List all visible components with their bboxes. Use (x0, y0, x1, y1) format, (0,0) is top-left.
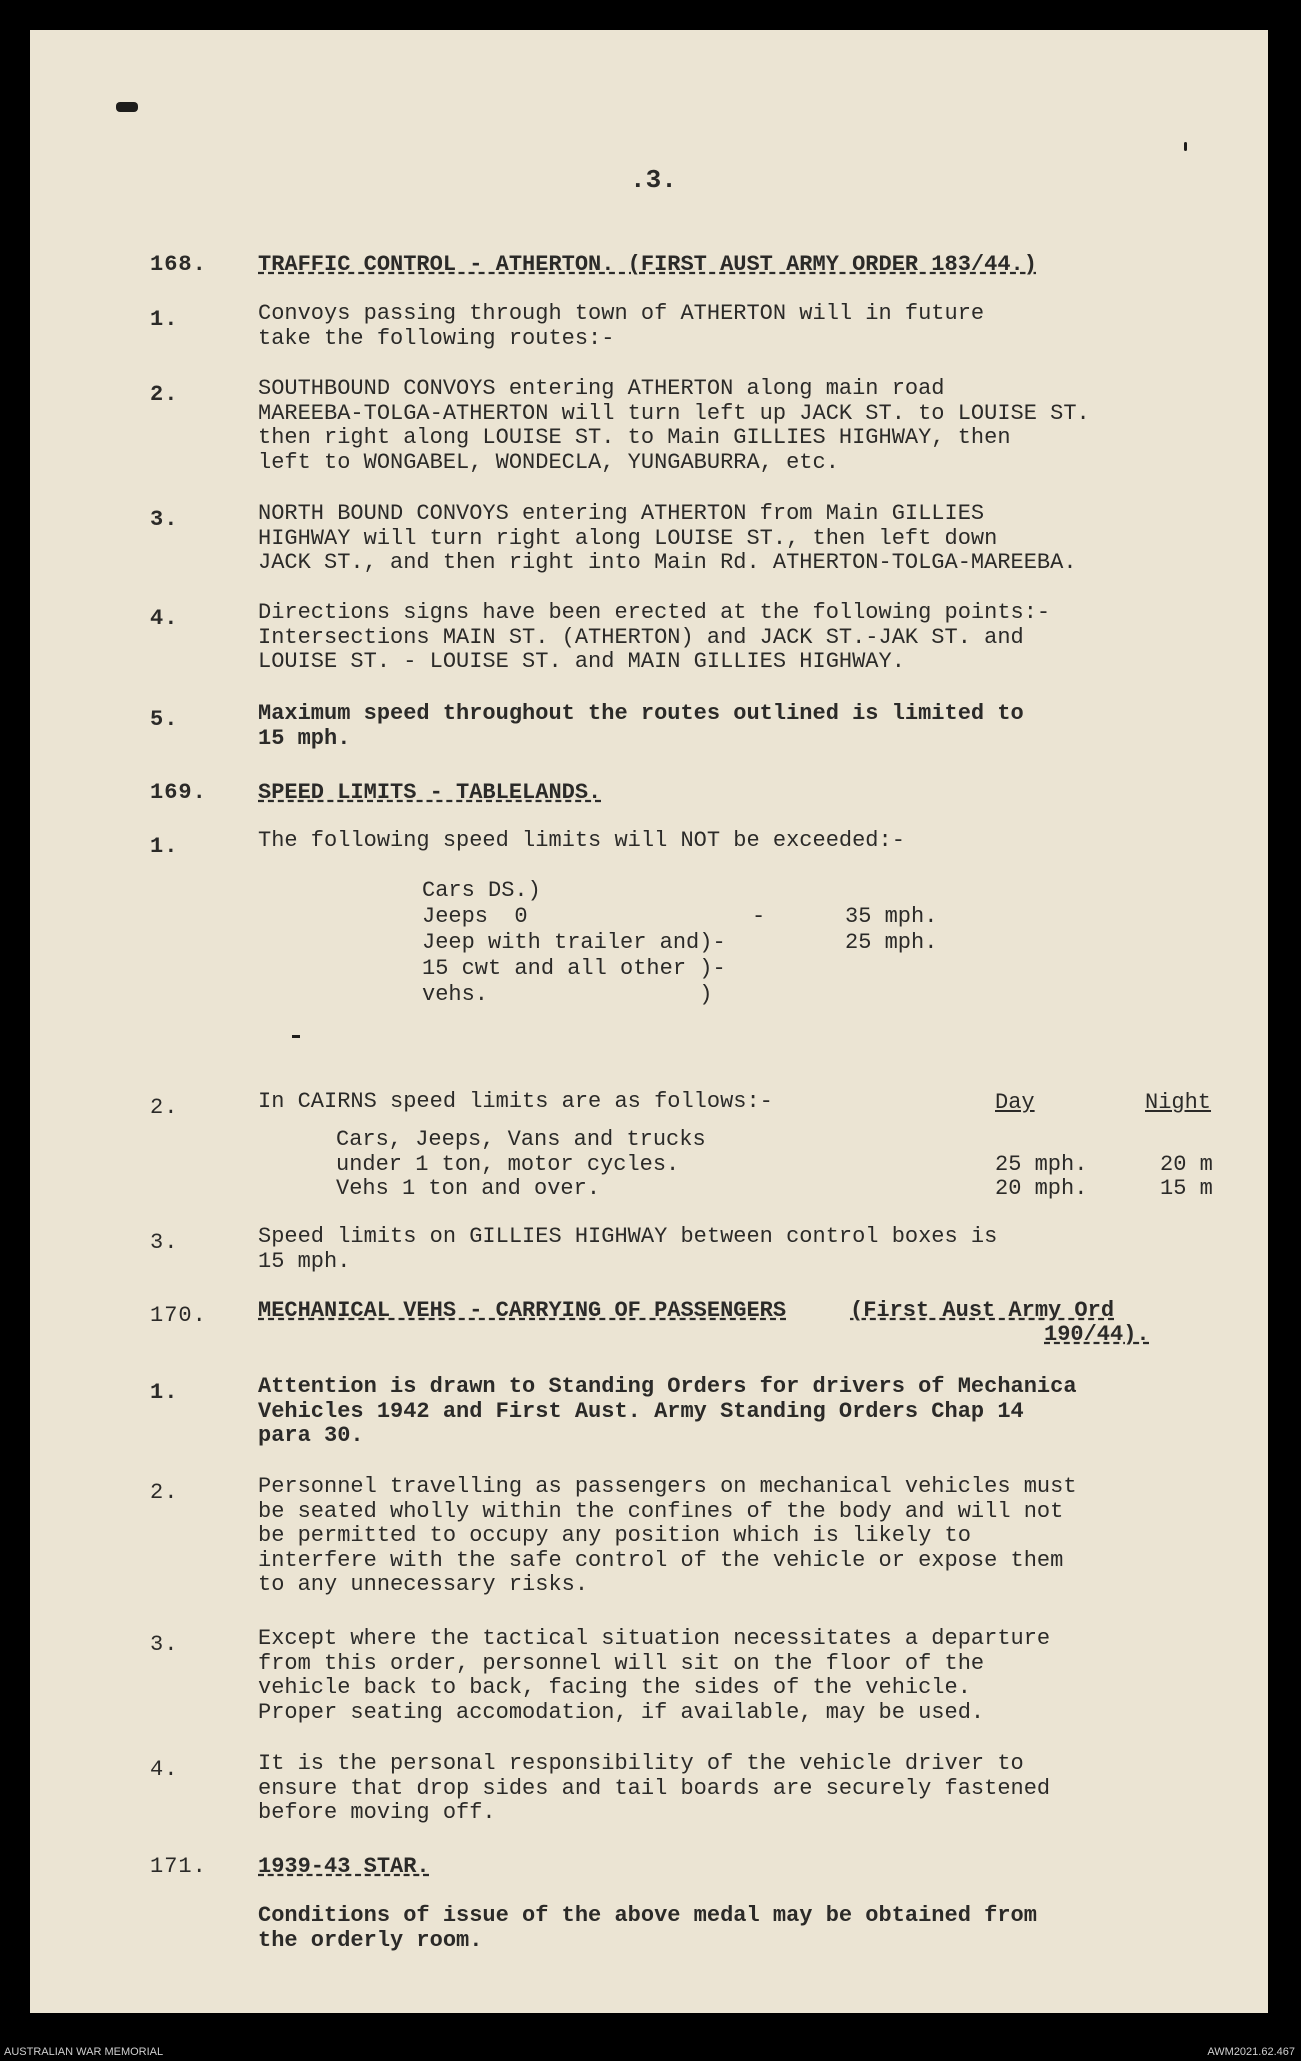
para-171-text: Conditions of issue of the above medal may be obtained from the orderly room. (258, 1903, 1037, 1953)
para-168-1-number: 1. (150, 307, 179, 332)
para-169-2-number: 2. (150, 1095, 179, 1120)
para-170-3-number: 3. (150, 1632, 179, 1657)
section-168-heading: TRAFFIC CONTROL - ATHERTON. (FIRST AUST ARMY ORDER 183/44.) (258, 252, 1037, 277)
section-171-number: 171. (150, 1854, 207, 1879)
speed-limit-vehicles: Cars DS.) Jeeps 0 Jeep with trailer and)- 15 cwt and all other )- vehs. ) (422, 878, 726, 1007)
para-168-1-text: Convoys passing through town of ATHERTON will in future take the following routes:- (258, 301, 985, 351)
para-168-5-text: Maximum speed throughout the routes outlined is limited to 15 mph. (258, 701, 1024, 751)
page-number: .3. (630, 165, 677, 195)
section-170-order-ref: (First Aust Army Ord (850, 1298, 1115, 1323)
ink-speck (1184, 142, 1187, 151)
para-170-1-number: 1. (150, 1380, 179, 1405)
speed-limit-dash: - (752, 904, 766, 929)
para-170-2-text: Personnel travelling as passengers on mechanical vehicles must be seated wholly within the confines of the body and will not be permitted to occupy any position which is likely to interfere with the safe control of the vehicle or expose them to any unnecessary risks. (258, 1474, 1077, 1597)
para-168-2-text: SOUTHBOUND CONVOYS entering ATHERTON along main road MAREEBA-TOLGA-ATHERTON will turn left up JACK ST. to LOUISE ST. then right along LOUISE ST. to Main GILLIES HIGHWAY, then left to WONGABEL, WONDECLA, YUNGABURRA, etc. (258, 376, 1090, 475)
para-169-2-text: In CAIRNS speed limits are as follows:- (258, 1089, 773, 1114)
para-168-3-number: 3. (150, 507, 179, 532)
footer-institution: AUSTRALIAN WAR MEMORIAL (4, 2046, 164, 2058)
ink-blot (116, 102, 138, 112)
para-169-3-text: Speed limits on GILLIES HIGHWAY between control boxes is 15 mph. (258, 1224, 998, 1274)
para-170-4-number: 4. (150, 1757, 179, 1782)
section-168-number: 168. (150, 252, 207, 277)
section-169-heading: SPEED LIMITS - TABLELANDS. (258, 780, 602, 805)
para-168-4-text: Directions signs have been erected at the following points:- Intersections MAIN ST. (ATHERTON) and JACK ST.-JAK ST. and LOUISE ST. - LOUISE ST. and MAIN GILLIES HIGHWAY. (258, 600, 1051, 674)
column-night: Night (1145, 1090, 1212, 1115)
cairns-day-values: 25 mph. 20 mph. (995, 1151, 1088, 1201)
para-169-3-number: 3. (150, 1230, 179, 1255)
para-168-4-number: 4. (150, 606, 179, 631)
para-168-2-number: 2. (150, 382, 179, 407)
para-169-1-number: 1. (150, 834, 179, 859)
section-170-number: 170. (150, 1303, 207, 1328)
speed-limit-35: 35 mph. (845, 904, 938, 929)
document-page (30, 30, 1268, 2013)
para-168-3-text: NORTH BOUND CONVOYS entering ATHERTON from Main GILLIES HIGHWAY will turn right along LOUISE ST., then left down JACK ST., and then right into Main Rd. ATHERTON-TOLGA-MAREEBA. (258, 501, 1077, 575)
footer-accession-number: AWM2021.62.467 (1207, 2046, 1295, 2058)
cairns-night-values: 20 m 15 m (1160, 1151, 1213, 1201)
para-168-5-number: 5. (150, 707, 179, 732)
para-170-2-number: 2. (150, 1480, 179, 1505)
para-169-1-text: The following speed limits will NOT be exceeded:- (258, 828, 905, 853)
para-170-1-text: Attention is drawn to Standing Orders for drivers of Mechanica Vehicles 1942 and First Aust. Army Standing Orders Chap 14 para 30. (258, 1374, 1077, 1448)
para-170-3-text: Except where the tactical situation necessitates a departure from this order, personnel will sit on the floor of the vehicle back to back, facing the sides of the vehicle. Proper seating accomodation, if available, may be used. (258, 1626, 1051, 1725)
archive-footer (0, 2046, 1301, 2061)
section-170-order-ref-number: 190/44). (1044, 1322, 1150, 1347)
para-170-4-text: It is the personal responsibility of the vehicle driver to ensure that drop sides and tail boards are securely fastened before moving off. (258, 1751, 1051, 1825)
speed-limit-25: 25 mph. (845, 930, 938, 955)
section-170-heading: MECHANICAL VEHS - CARRYING OF PASSENGERS (258, 1298, 787, 1323)
section-171-heading: 1939-43 STAR. (258, 1854, 430, 1879)
cairns-vehicle-classes: Cars, Jeeps, Vans and trucks under 1 ton, motor cycles. Vehs 1 ton and over. (336, 1127, 706, 1201)
section-169-number: 169. (150, 780, 207, 805)
ink-tick (292, 1035, 300, 1038)
column-day: Day (995, 1090, 1035, 1115)
